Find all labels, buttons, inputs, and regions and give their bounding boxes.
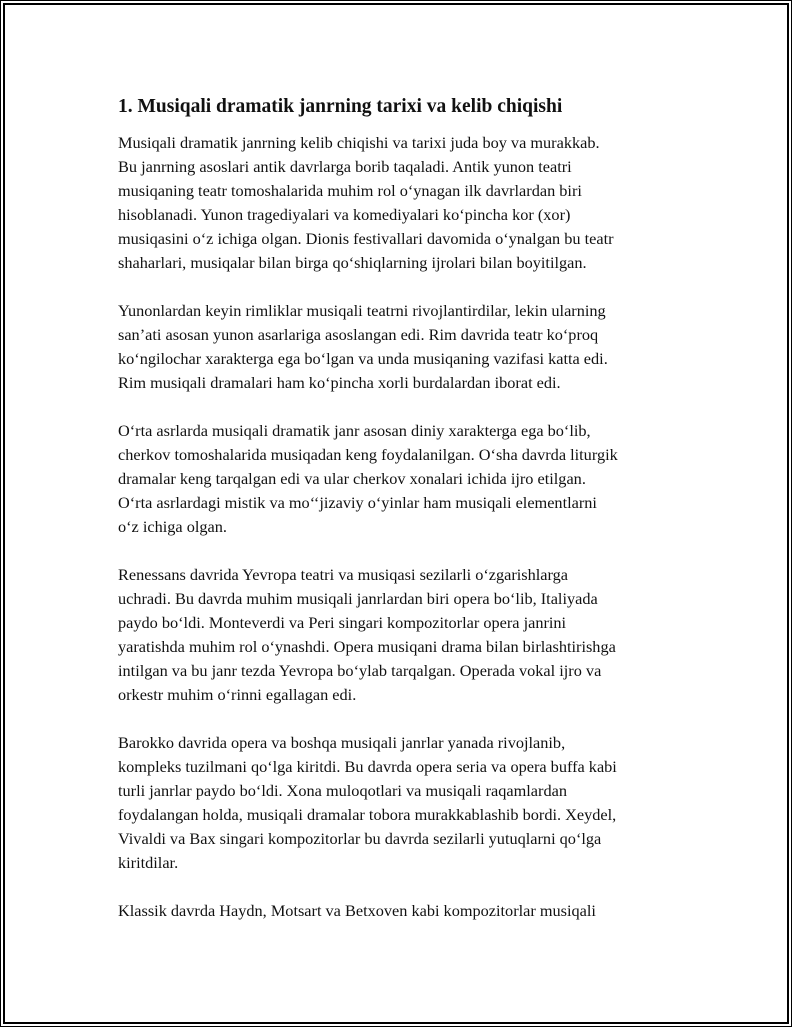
paragraph-rome [118, 299, 698, 395]
text-line: intilgan va bu janr tezda Yevropa bo‘ylab tarqalgan. Operada vokal ijro va [118, 661, 602, 680]
text-line: paydo bo‘ldi. Monteverdi va Peri singari kompozitorlar opera janrini [118, 613, 567, 632]
text-line: san’ati asosan yunon asarlariga asoslangan edi. Rim davrida teatr ko‘proq [118, 325, 599, 344]
text-line: Renessans davrida Yevropa teatri va musiqasi sezilarli o‘zgarishlarga [118, 565, 569, 584]
text-line: orkestr muhim o‘rinni egallagan edi. [118, 685, 357, 704]
text-line: musiqasini o‘z ichiga olgan. Dionis festivallari davomida o‘ynalgan bu teatr [118, 229, 614, 248]
paragraph-classical [118, 899, 698, 923]
text-line: yaratishda muhim rol o‘ynashdi. Opera musiqani drama bilan birlashtirishga [118, 637, 616, 656]
text-line: kompleks tuzilmani qo‘lga kiritdi. Bu davrda opera seria va opera buffa kabi [118, 757, 617, 776]
section-heading: 1. Musiqali dramatik janrning tarixi va kelib chiqishi [118, 96, 563, 117]
text-line: Barokko davrida opera va boshqa musiqali janrlar yanada rivojlanib, [118, 733, 566, 752]
document-body [118, 93, 698, 947]
text-line: dramalar keng tarqalgan edi va ular cherkov xonalari ichida ijro etilgan. [118, 469, 586, 488]
text-line: o‘z ichiga olgan. [118, 517, 227, 536]
paragraph-baroque [118, 731, 698, 875]
text-line: hisoblanadi. Yunon tragediyalari va komediyalari ko‘pincha kor (xor) [118, 205, 571, 224]
text-line: O‘rta asrlardagi mistik va mo‘‘jizaviy o‘yinlar ham musiqali elementlarni [118, 493, 597, 512]
text-line: O‘rta asrlarda musiqali dramatik janr asosan diniy xarakterga ega bo‘lib, [118, 421, 591, 440]
paragraph-renaissance [118, 563, 698, 707]
text-line: musiqaning teatr tomoshalarida muhim rol o‘ynagan ilk davrlardan biri [118, 181, 582, 200]
text-line: uchradi. Bu davrda muhim musiqali janrlardan biri opera bo‘lib, Italiyada [118, 589, 598, 608]
text-line: foydalangan holda, musiqali dramalar tobora murakkablashib bordi. Xeydel, [118, 805, 617, 824]
text-line: shaharlari, musiqalar bilan birga qo‘shiqlarning ijrolari bilan boyitilgan. [118, 253, 587, 272]
text-line: Musiqali dramatik janrning kelib chiqishi va tarixi juda boy va murakkab. [118, 133, 600, 152]
paragraph-antiquity-greek [118, 131, 698, 275]
text-line: cherkov tomoshalarida musiqadan keng foydalanilgan. O‘sha davrda liturgik [118, 445, 618, 464]
text-line: ko‘ngilochar xarakterga ega bo‘lgan va unda musiqaning vazifasi katta edi. [118, 349, 608, 368]
text-line: Klassik davrda Haydn, Motsart va Betxoven kabi kompozitorlar musiqali [118, 901, 596, 920]
text-line: Vivaldi va Bax singari kompozitorlar bu davrda sezilarli yutuqlarni qo‘lga [118, 829, 602, 848]
text-line: Yunonlardan keyin rimliklar musiqali teatrni rivojlantirdilar, lekin ularning [118, 301, 606, 320]
text-line: turli janrlar paydo bo‘ldi. Xona muloqotlari va musiqali raqamlardan [118, 781, 567, 800]
text-line: Rim musiqali dramalari ham ko‘pincha xorli burdalardan iborat edi. [118, 373, 561, 392]
text-line: Bu janrning asoslari antik davrlarga borib taqaladi. Antik yunon teatri [118, 157, 572, 176]
text-line: kiritdilar. [118, 853, 179, 872]
paragraph-middle-ages [118, 419, 698, 539]
